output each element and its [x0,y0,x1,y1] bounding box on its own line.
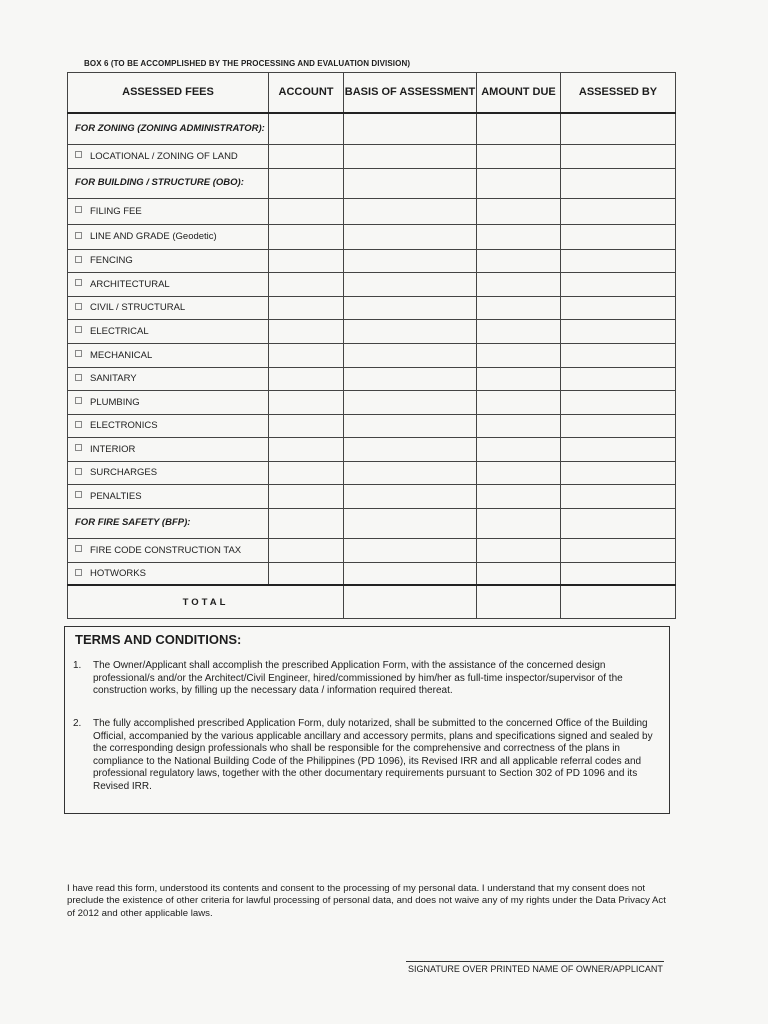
table-row [68,414,676,437]
assessed-fees-table [67,72,676,619]
box-label: BOX 6 (TO BE ACCOMPLISHED BY THE PROCESSING AND EVALUATION DIVISION) [84,59,411,68]
term-text-2: The fully accomplished prescribed Application Form, duly notarized, shall be submitted to the concerned Office of the Building Official, accompanied by the various applicable ancillary and accessory permits, plans and specifications signed and sealed by the corresponding design professionals who shall be responsible for the comprehensive and correctness of the plans in compliance to the National Building Code of the Philippines (PD 1096), its Revised IRR and all applicable referral codes and professional regulatory laws, together with the other documentary requirements pursuant to Section 302 of PD 1096 and its Revised IRR. [93,718,653,792]
category-row-building [68,168,676,198]
header-basis: BASIS OF ASSESSMENT [344,73,477,114]
header-assessed-fees: ASSESSED FEES [68,73,269,114]
fee-civil: CIVIL / STRUCTURAL [90,302,186,313]
checkbox-electrical[interactable] [75,326,82,333]
fee-mechanical: MECHANICAL [90,349,153,361]
header-amount-due: AMOUNT DUE [477,73,561,114]
table-row [68,562,676,585]
table-row [68,343,676,367]
table-row [68,249,676,272]
table-row [68,538,676,562]
checkbox-plumbing[interactable] [75,397,82,404]
total-assessed-by-cell[interactable] [561,585,676,619]
signature-label: SIGNATURE OVER PRINTED NAME OF OWNER/APPLICANT [408,964,663,974]
fee-electrical: ELECTRICAL [90,325,149,337]
term-text-1: The Owner/Applicant shall accomplish the prescribed Application Form, with the assistance of the concerned design professional/s and/or the Architect/Civil Engineer, hired/commissioned by him/her as full-time inspector/supervisor of the construction works, by filling up the necessary data / information required thereat. [93,660,623,697]
table-row [68,367,676,390]
checkbox-sanitary[interactable] [75,374,82,381]
total-basis-cell[interactable] [344,585,477,619]
checkbox-mechanical[interactable] [75,350,82,357]
fee-interior: INTERIOR [90,443,136,455]
fee-electronics: ELECTRONICS [90,420,158,431]
checkbox-hotworks[interactable] [75,569,82,576]
checkbox-penalties[interactable] [75,491,82,498]
terms-title: TERMS AND CONDITIONS: [75,632,242,647]
table-row [68,437,676,461]
fee-locational: LOCATIONAL / ZONING OF LAND [90,150,238,162]
category-building: FOR BUILDING / STRUCTURE (OBO): [68,168,269,198]
header-assessed-by: ASSESSED BY [561,73,676,114]
checkbox-electronics[interactable] [75,421,82,428]
table-row [68,144,676,168]
term-number-2: 2. [73,718,82,729]
fee-filing: FILING FEE [90,205,142,217]
fee-fencing: FENCING [90,255,133,266]
fee-fire-code: FIRE CODE CONSTRUCTION TAX [90,544,242,556]
fee-sanitary: SANITARY [90,373,137,384]
term-item-1 [73,660,665,698]
table-row [68,296,676,319]
data-privacy-consent: I have read this form, understood its contents and consent to the processing of my personal data. I understand that my consent does not preclude the existence of other criteria for lawful processing of personal data, and does not waive any of my rights under the Data Privacy Act of 2012 and other applicable laws. [67,883,666,919]
checkbox-fire-code[interactable] [75,545,82,552]
header-account: ACCOUNT [269,73,344,114]
term-number-1: 1. [73,660,82,671]
checkbox-surcharges[interactable] [75,468,82,475]
fee-hotworks: HOTWORKS [90,567,146,579]
term-item-2 [73,718,665,794]
fee-plumbing: PLUMBING [90,396,140,408]
category-row-zoning [68,113,676,144]
fee-line-grade: LINE AND GRADE (Geodetic) [90,231,217,242]
checkbox-filing-fee[interactable] [75,206,82,213]
table-row [68,390,676,414]
table-row [68,319,676,343]
fee-architectural: ARCHITECTURAL [90,278,170,290]
checkbox-line-grade[interactable] [75,232,82,239]
category-fire: FOR FIRE SAFETY (BFP): [68,508,269,538]
table-row [68,272,676,296]
category-zoning: FOR ZONING (ZONING ADMINISTRATOR): [68,113,269,144]
table-row [68,484,676,508]
terms-and-conditions-box [64,626,670,814]
fee-penalties: PENALTIES [90,490,142,502]
category-row-fire [68,508,676,538]
signature-line[interactable] [406,961,664,962]
fee-surcharges: SURCHARGES [90,467,158,478]
total-row [68,585,676,619]
total-amount-cell[interactable] [477,585,561,619]
table-row [68,224,676,249]
table-row [68,198,676,224]
checkbox-civil[interactable] [75,303,82,310]
checkbox-architectural[interactable] [75,279,82,286]
table-row [68,461,676,484]
checkbox-locational[interactable] [75,151,82,158]
table-header-row [68,73,676,114]
checkbox-fencing[interactable] [75,256,82,263]
checkbox-interior[interactable] [75,444,82,451]
total-label: TOTAL [68,585,344,619]
